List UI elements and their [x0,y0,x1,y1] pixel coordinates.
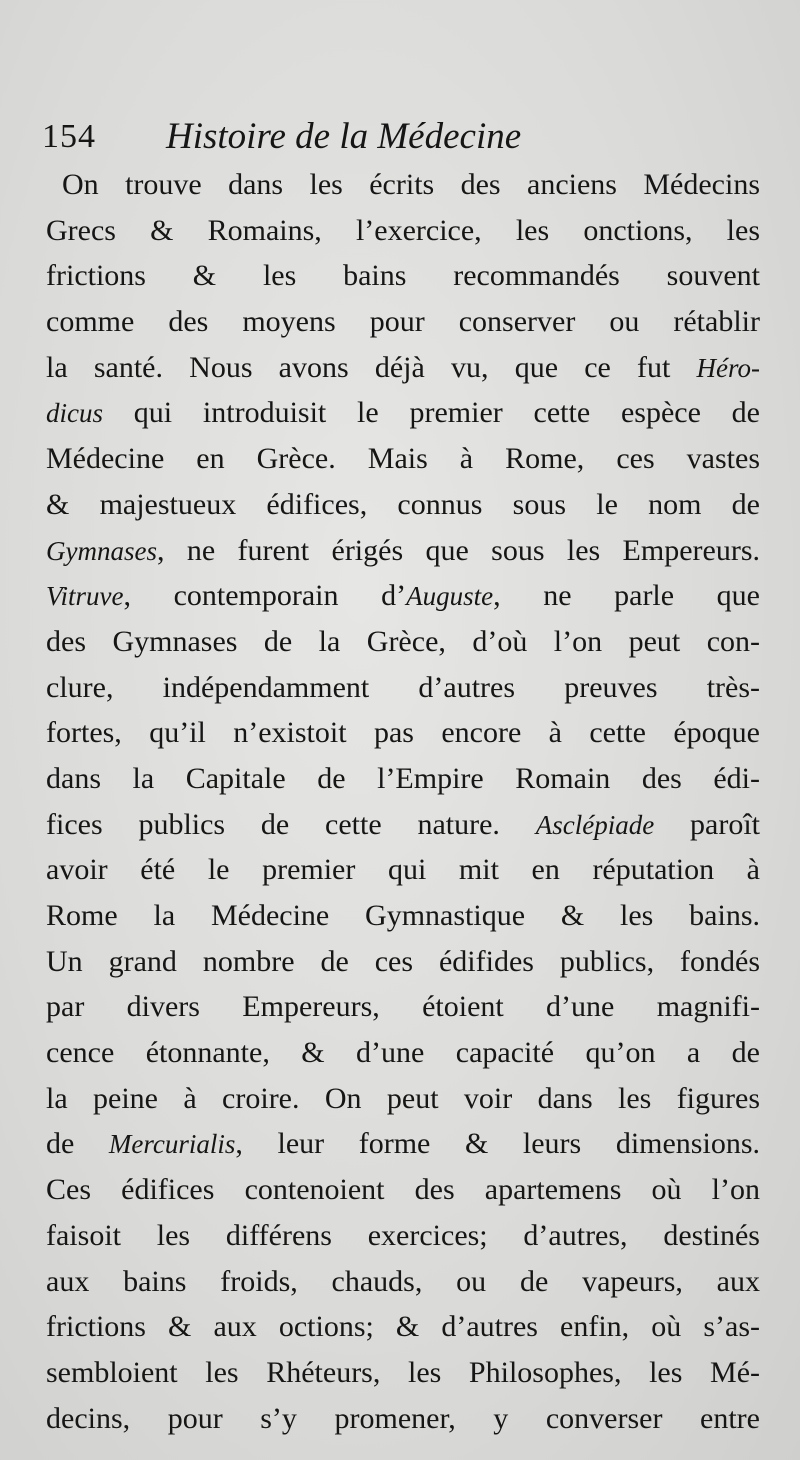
text-line [46,528,760,574]
text-run: Médecine en Grèce. Mais à Rome, ces vastes [46,442,760,476]
text-line [46,1350,760,1396]
text-run: , ne furent érigés que sous les Empereurs. [156,533,760,567]
text-run: aux bains froids, chauds, ou de vapeurs, aux [46,1264,760,1298]
text-run: On trouve dans les écrits des anciens Médecins [62,168,760,201]
text-line [46,984,760,1030]
text-run: par divers Empereurs, étoient d’une magnifi- [46,990,760,1024]
text-line [46,665,760,711]
text-run: Un grand nombre de ces édifides publics, fondés [46,944,760,978]
text-run: clure, indépendamment d’autres preuves très- [46,670,760,704]
text-run: decins, pour s’y promener, y converser entre [46,1401,760,1435]
text-run: la peine à croire. On peut voir dans les figures [46,1081,760,1115]
text-line [46,710,760,756]
text-line [46,208,760,254]
text-line [46,345,760,391]
text-run: comme des moyens pour conserver ou rétablir [46,305,760,339]
text-line [46,482,760,528]
text-run: , contemporain d’ [123,579,407,613]
text-run: cence étonnante, & d’une capacité qu’on a de [46,1036,760,1070]
text-run: la santé. Nous avons déjà vu, que ce fut [46,350,697,384]
running-title: Histoire de la Médecine [166,116,522,157]
text-line [46,573,760,619]
text-line [46,436,760,482]
text-run: sembloient les Rhéteurs, les Philosophes, les Mé- [46,1355,760,1389]
text-run: paroît [654,807,760,841]
text-line [46,1304,760,1350]
text-run: Grecs & Romains, l’exercice, les onctions, les [46,213,760,247]
italic-name: Auguste [406,581,494,612]
text-run: qui introduisit le premier cette espèce de [103,396,760,430]
text-run: des Gymnases de la Grèce, d’où l’on peut con- [46,624,760,658]
text-line [46,1121,760,1167]
text-run: Rome la Médecine Gymnastique & les bains. [46,899,760,932]
body-paragraph [46,162,760,1441]
text-line [46,893,760,939]
text-line [46,1030,760,1076]
text-line [46,1396,760,1442]
text-run: fices publics de cette nature. [46,807,536,841]
text-line [46,847,760,893]
text-run: avoir été le premier qui mit en réputation à [46,853,760,887]
text-line [46,253,760,299]
italic-name: dicus [46,398,103,429]
text-run: dans la Capitale de l’Empire Romain des édi- [46,761,760,795]
text-line [46,619,760,665]
text-line [46,1213,760,1259]
text-line [46,756,760,802]
italic-name: Asclépiade [535,809,655,840]
text-line [46,299,760,345]
italic-name: Mercurialis [108,1129,236,1160]
text-run: , ne parle que [493,579,760,613]
text-line [46,1259,760,1305]
italic-name: Vitruve [46,581,124,612]
text-run: faisoit les différens exercices; d’autres, destinés [46,1218,760,1252]
text-line [46,162,760,208]
text-run: Ces édifices contenoient des apartemens où l’on [46,1173,760,1207]
text-run: frictions & les bains recommandés souvent [46,259,760,293]
text-line [46,1167,760,1213]
text-run: & majestueux édifices, connus sous le nom de [46,487,760,521]
text-line [46,802,760,848]
page-header [42,112,762,162]
text-line [46,939,760,985]
text-line [46,390,760,436]
italic-name: Héro- [696,352,760,383]
italic-name: Gymnases [46,535,157,566]
page-number: 154 [42,118,96,155]
text-run: fortes, qu’il n’existoit pas encore à cette époque [46,716,760,750]
text-run: , leur forme & leurs dimensions. [235,1127,760,1161]
text-line [46,1076,760,1122]
text-run: frictions & aux octions; & d’autres enfin, où s’as- [46,1310,760,1344]
text-run: de [46,1127,109,1161]
